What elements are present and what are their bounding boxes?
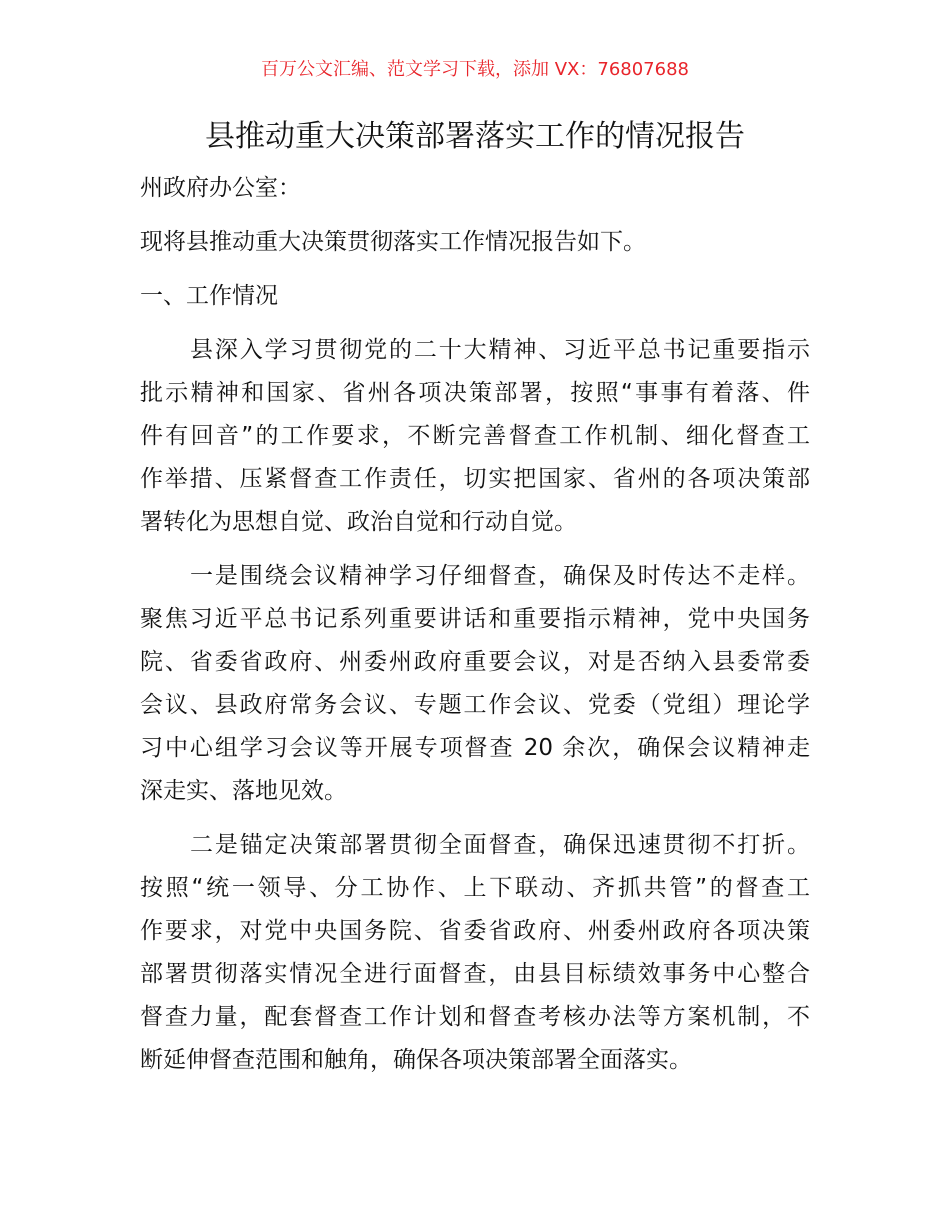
document-body [140, 167, 810, 1093]
paragraph-line: 部署贯彻落实情况全进行面督查，由县目标绩效事务中心整合 [140, 961, 810, 987]
paragraphs [140, 329, 810, 1082]
paragraph-line: 会议、县政府常务会议、专题工作会议、党委（党组）理论学 [140, 692, 810, 718]
paragraph-line: 批示精神和国家、省州各项决策部署，按照“事事有着落、件 [140, 380, 810, 406]
section-heading [140, 275, 810, 318]
paragraph-line: 一是围绕会议精神学习仔细督查，确保及时传达不走样。 [190, 563, 810, 589]
section-heading-text: 一、工作情况 [140, 283, 278, 309]
salutation-text: 州政府办公室： [140, 175, 301, 201]
paragraph-line: 二是锚定决策部署贯彻全面督查，确保迅速贯彻不打折。 [190, 832, 810, 858]
paragraph-line: 县深入学习贯彻党的二十大精神、习近平总书记重要指示 [190, 337, 810, 363]
paragraph-line: 院、省委省政府、州委州政府重要会议，对是否纳入县委常委 [140, 649, 810, 675]
intro [140, 221, 810, 264]
paragraph-line: 聚焦习近平总书记系列重要讲话和重要指示精神，党中央国务 [140, 606, 810, 632]
intro-text: 现将县推动重大决策贯彻落实工作情况报告如下。 [140, 229, 646, 255]
paragraph-line: 督查力量，配套督查工作计划和督查考核办法等方案机制，不 [140, 1004, 810, 1030]
paragraph [140, 824, 810, 1082]
paragraph-line: 署转化为思想自觉、政治自觉和行动自觉。 [140, 509, 577, 535]
paragraph-line: 件有回音”的工作要求，不断完善督查工作机制、细化督查工 [140, 423, 810, 449]
document-title: 县推动重大决策部署落实工作的情况报告 [205, 119, 745, 154]
paragraph-line: 作举措、压紧督查工作责任，切实把国家、省州的各项决策部 [140, 466, 810, 492]
paragraph-line: 作要求，对党中央国务院、省委省政府、州委州政府各项决策 [140, 918, 810, 944]
salutation [140, 167, 810, 210]
paragraph [140, 555, 810, 813]
paragraph [140, 329, 810, 544]
paragraph-line: 习中心组学习会议等开展专项督查 20 余次，确保会议精神走 [140, 735, 810, 761]
paragraph-line: 深走实、落地见效。 [140, 778, 347, 804]
paragraph-line: 按照“统一领导、分工协作、上下联动、齐抓共管”的督查工 [140, 875, 810, 901]
watermark-banner: 百万公文汇编、范文学习下载，添加 VX：76807688 [261, 59, 689, 80]
paragraph-line: 断延伸督查范围和触角，确保各项决策部署全面落实。 [140, 1047, 692, 1073]
